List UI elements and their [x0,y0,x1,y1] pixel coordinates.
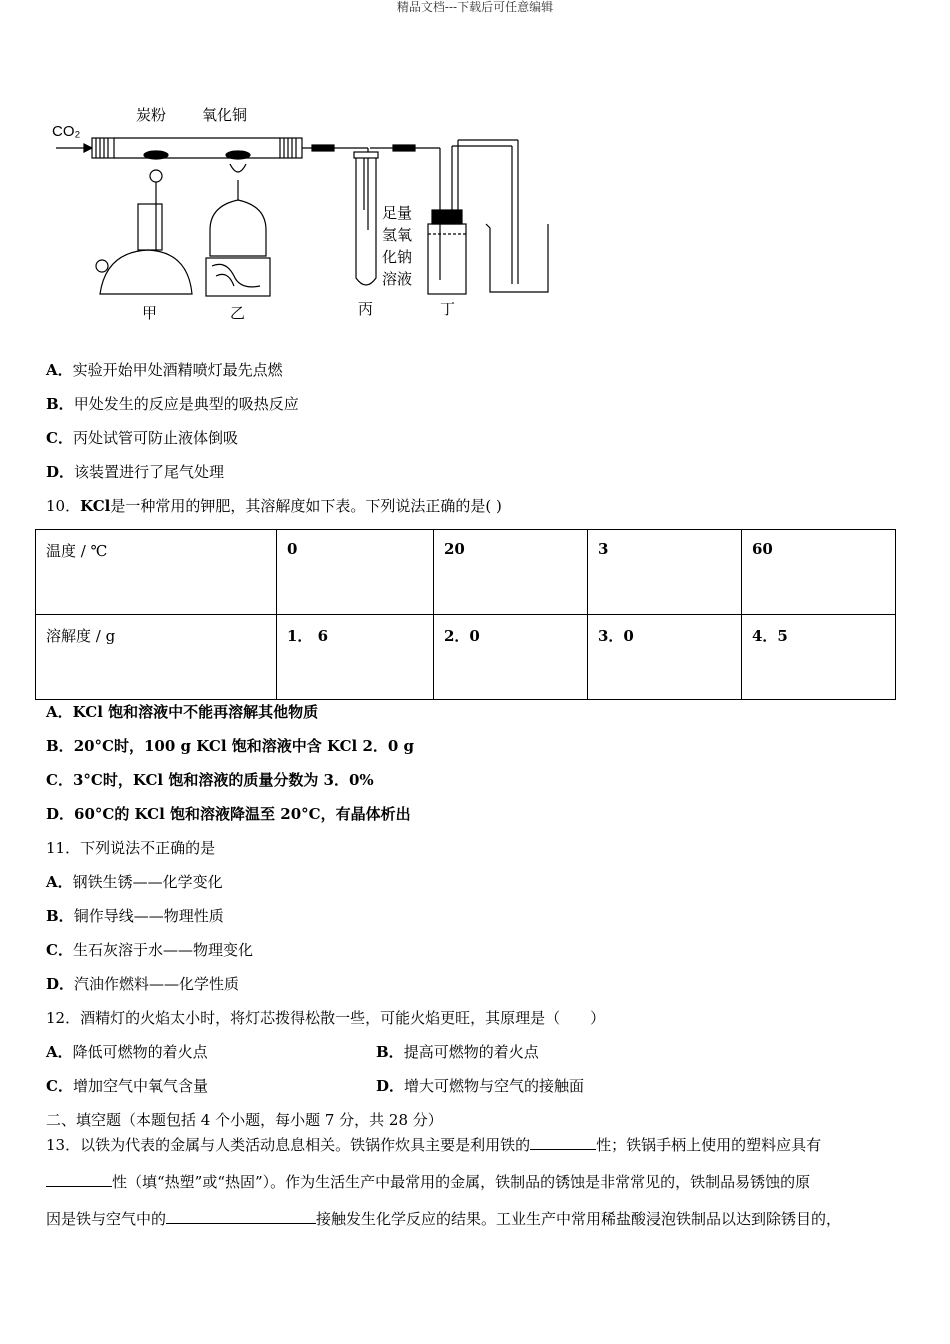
q12-option-d: D．增大可燃物与空气的接触面 [376,1077,585,1095]
copper-oxide [226,151,250,159]
q10-option-a: A．KCl 饱和溶液中不能再溶解其他物质 [46,703,319,721]
beaker [486,224,548,292]
q11-option-a: A．钢铁生锈——化学变化 [46,873,223,891]
wooden-block [206,258,270,296]
rubber-joint-1 [312,145,334,151]
rubber-joint-2 [393,145,415,151]
table-cell: 温度 / ℃ [36,530,277,615]
table-cell: 溶解度 / g [36,615,277,700]
q13-line-1: 13．以铁为代表的金属与人类活动息息相关。铁锅作炊具主要是利用铁的 性；铁锅手柄上使用的塑料应具有 [46,1136,822,1154]
table-row [36,530,896,615]
q12-stem: 12．酒精灯的火焰太小时，将灯芯拨得松散一些，可能火焰更旺，其原理是（ ） [46,1009,606,1027]
right-stopper [280,138,302,158]
table-row [36,615,896,700]
answer-blank-2[interactable] [46,1186,112,1187]
apparatus-diagram [48,100,568,330]
section-heading: 二、填空题（本题包括 4 个小题，每小题 7 分，共 28 分） [46,1111,443,1129]
label-naoh-3: 化钠 [382,249,413,266]
table-cell: 2．0 [434,615,588,700]
q11-option-b: B．铜作导线——物理性质 [46,907,224,925]
left-stopper [92,138,114,158]
burner-body [138,204,162,250]
q9-option-d: D．该装置进行了尾气处理 [46,463,225,481]
alcohol-lamp [210,200,266,256]
label-naoh-2: 氢氧 [382,227,413,244]
table-cell: 60 [742,530,896,615]
bottle-stopper [432,210,462,224]
answer-blank-3[interactable] [166,1223,316,1224]
q11-option-d: D．汽油作燃料——化学性质 [46,975,240,993]
q11-stem: 11．下列说法不正确的是 [46,839,216,857]
label-ding: 丁 [440,301,456,318]
table-cell: 20 [434,530,588,615]
q11-option-c: C．生石灰溶于水——物理变化 [46,941,253,959]
burner-clamp [150,170,162,182]
lamp-flame [230,164,246,172]
table-cell: 3．0 [588,615,742,700]
q13-line-3: 因是铁与空气中的 接触发生化学反应的结果。工业生产中常用稀盐酸浸泡铁制品以达到除锈目的， [46,1210,842,1228]
q12-option-a: A．降低可燃物的着火点 [46,1043,208,1061]
carbon-powder [144,151,168,159]
burner-knob [96,260,108,272]
table-cell: 0 [277,530,434,615]
test-tube-bing [356,158,376,285]
answer-blank-1[interactable] [530,1149,596,1150]
solubility-table [35,529,896,700]
q9-option-b: B．甲处发生的反应是典型的吸热反应 [46,395,299,413]
label-co2: CO₂ [52,123,81,140]
label-naoh-1: 足量 [382,205,413,222]
test-tube-stopper [354,152,378,158]
label-naoh-4: 溶液 [382,271,413,288]
q10-option-b: B．20°C时，100 g KCl 饱和溶液中含 KCl 2．0 g [46,737,415,755]
label-bing: 丙 [358,301,374,318]
q9-option-a: A．实验开始甲处酒精喷灯最先点燃 [46,361,283,379]
table-cell: 4．5 [742,615,896,700]
table-cell: 3 [588,530,742,615]
q13-line-2: 性（填“热塑”或“热固”）。作为生活生产中最常用的金属，铁制品的锈蚀是非常常见的，铁制品易锈蚀的原 [46,1172,810,1192]
label-copper-oxide: 氧化铜 [202,107,248,124]
q12-option-c: C．增加空气中氧气含量 [46,1077,208,1095]
table-cell: 1． 6 [277,615,434,700]
q10-option-d: D．60°C的 KCl 饱和溶液降温至 20°C，有晶体析出 [46,805,411,823]
label-jia: 甲 [142,305,158,322]
q9-option-c: C．丙处试管可防止液体倒吸 [46,429,238,447]
label-carbon: 炭粉 [136,107,167,124]
q12-option-b: B．提高可燃物的着火点 [376,1043,539,1061]
page-header: 精品文档---下载后可任意编辑 [396,0,554,14]
apparatus-figure [48,100,568,330]
q10-option-c: C．3°C时，KCl 饱和溶液的质量分数为 3．0% [46,771,374,789]
q10-stem: 10．KCl是一种常用的钾肥，其溶解度如下表。下列说法正确的是( ) [46,497,502,515]
burner-base [100,250,192,294]
co2-arrowhead [84,144,92,152]
label-yi: 乙 [230,305,246,322]
